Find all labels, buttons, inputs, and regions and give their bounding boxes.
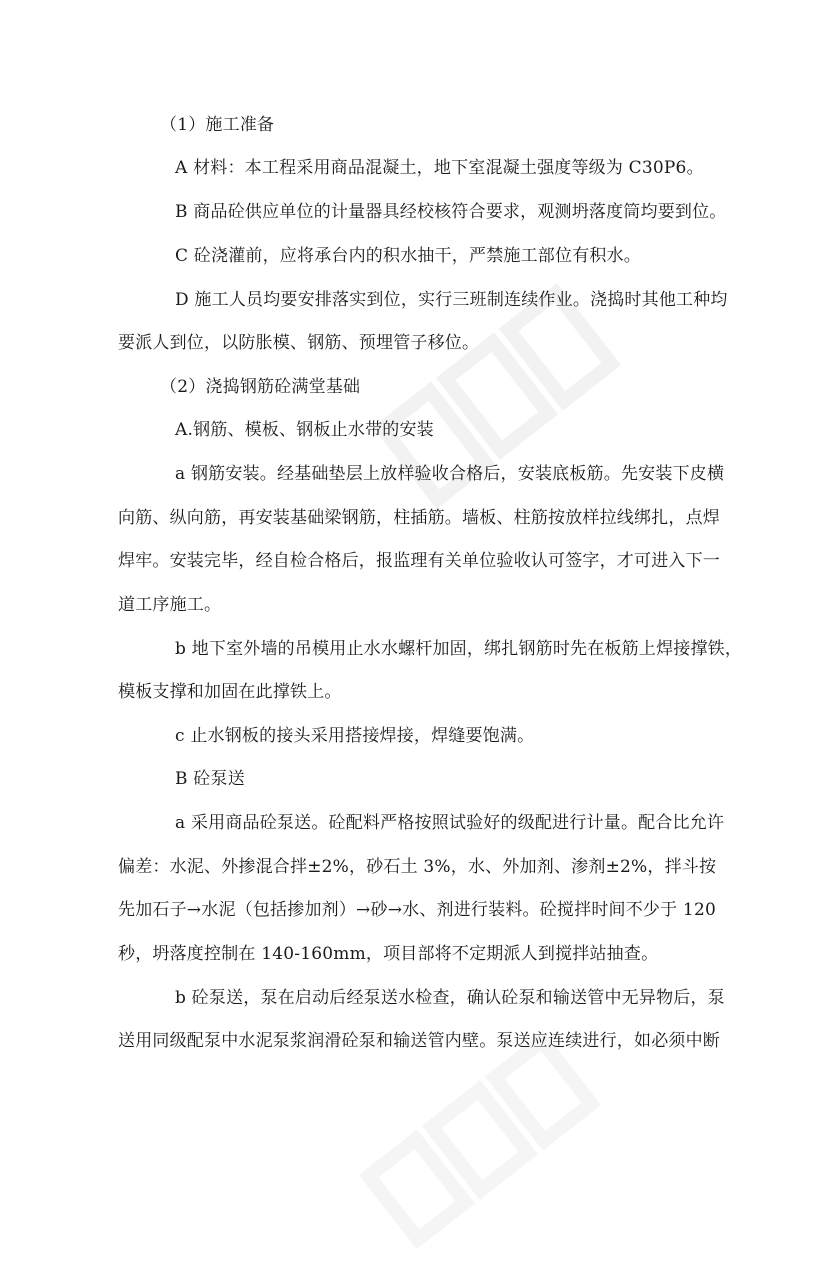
paragraph-line: 秒，坍落度控制在 140-160mm，项目部将不定期派人到搅拌站抽查。 — [118, 944, 659, 964]
subsection-heading: B 砼泵送 — [175, 769, 245, 789]
paragraph-line: 偏差：水泥、外掺混合拌±2%，砂石土 3%，水、外加剂、渗剂±2%，拌斗按 — [118, 857, 717, 877]
section-heading: （2）浇捣钢筋砼满堂基础 — [160, 377, 361, 397]
section-heading: （1）施工准备 — [160, 115, 275, 135]
subsection-heading: A.钢筋、模板、钢板止水带的安装 — [175, 420, 434, 440]
paragraph-line: b 地下室外墙的吊模用止水水螺杆加固，绑扎钢筋时先在板筋上焊接撑铁， — [175, 639, 743, 659]
paragraph-line: B 商品砼供应单位的计量器具经校核符合要求，观测坍落度筒均要到位。 — [175, 202, 727, 222]
paragraph-line: a 采用商品砼泵送。砼配料严格按照试验好的级配进行计量。配合比允许 — [175, 813, 725, 833]
paragraph-line: 要派人到位，以防胀模、钢筋、预埋管子移位。 — [118, 333, 480, 353]
paragraph-line: D 施工人员均要安排落实到位，实行三班制连续作业。浇捣时其他工种均 — [175, 290, 728, 310]
paragraph-line: a 钢筋安装。经基础垫层上放样验收合格后，安装底板筋。先安装下皮横 — [175, 464, 725, 484]
paragraph-line: 模板支撑和加固在此撑铁上。 — [118, 682, 342, 702]
paragraph-line: c 止水钢板的接头采用搭接焊接，焊缝要饱满。 — [175, 726, 535, 746]
paragraph-line: 送用同级配泵中水泥泵浆润滑砼泵和输送管内壁。泵送应连续进行，如必须中断 — [118, 1031, 720, 1051]
paragraph-line: A 材料：本工程采用商品混凝土，地下室混凝土强度等级为 C30P6。 — [175, 158, 704, 178]
paragraph-line: b 砼泵送，泵在启动后经泵送水检查，确认砼泵和输送管中无异物后，泵 — [175, 988, 725, 1008]
paragraph-line: 先加石子→水泥（包括掺加剂）→砂→水、剂进行装料。砼搅拌时间不少于 120 — [118, 900, 716, 920]
paragraph-line: 向筋、纵向筋，再安装基础梁钢筋，柱插筋。墙板、柱筋按放样拉线绑扎，点焊 — [118, 508, 720, 528]
paragraph-line: C 砼浇灌前，应将承台内的积水抽干，严禁施工部位有积水。 — [175, 246, 642, 266]
paragraph-line: 焊牢。安装完毕，经自检合格后，报监理有关单位验收认可签字，才可进入下一 — [118, 551, 720, 571]
paragraph-line: 道工序施工。 — [118, 595, 222, 615]
watermark-icon — [348, 1019, 611, 1261]
